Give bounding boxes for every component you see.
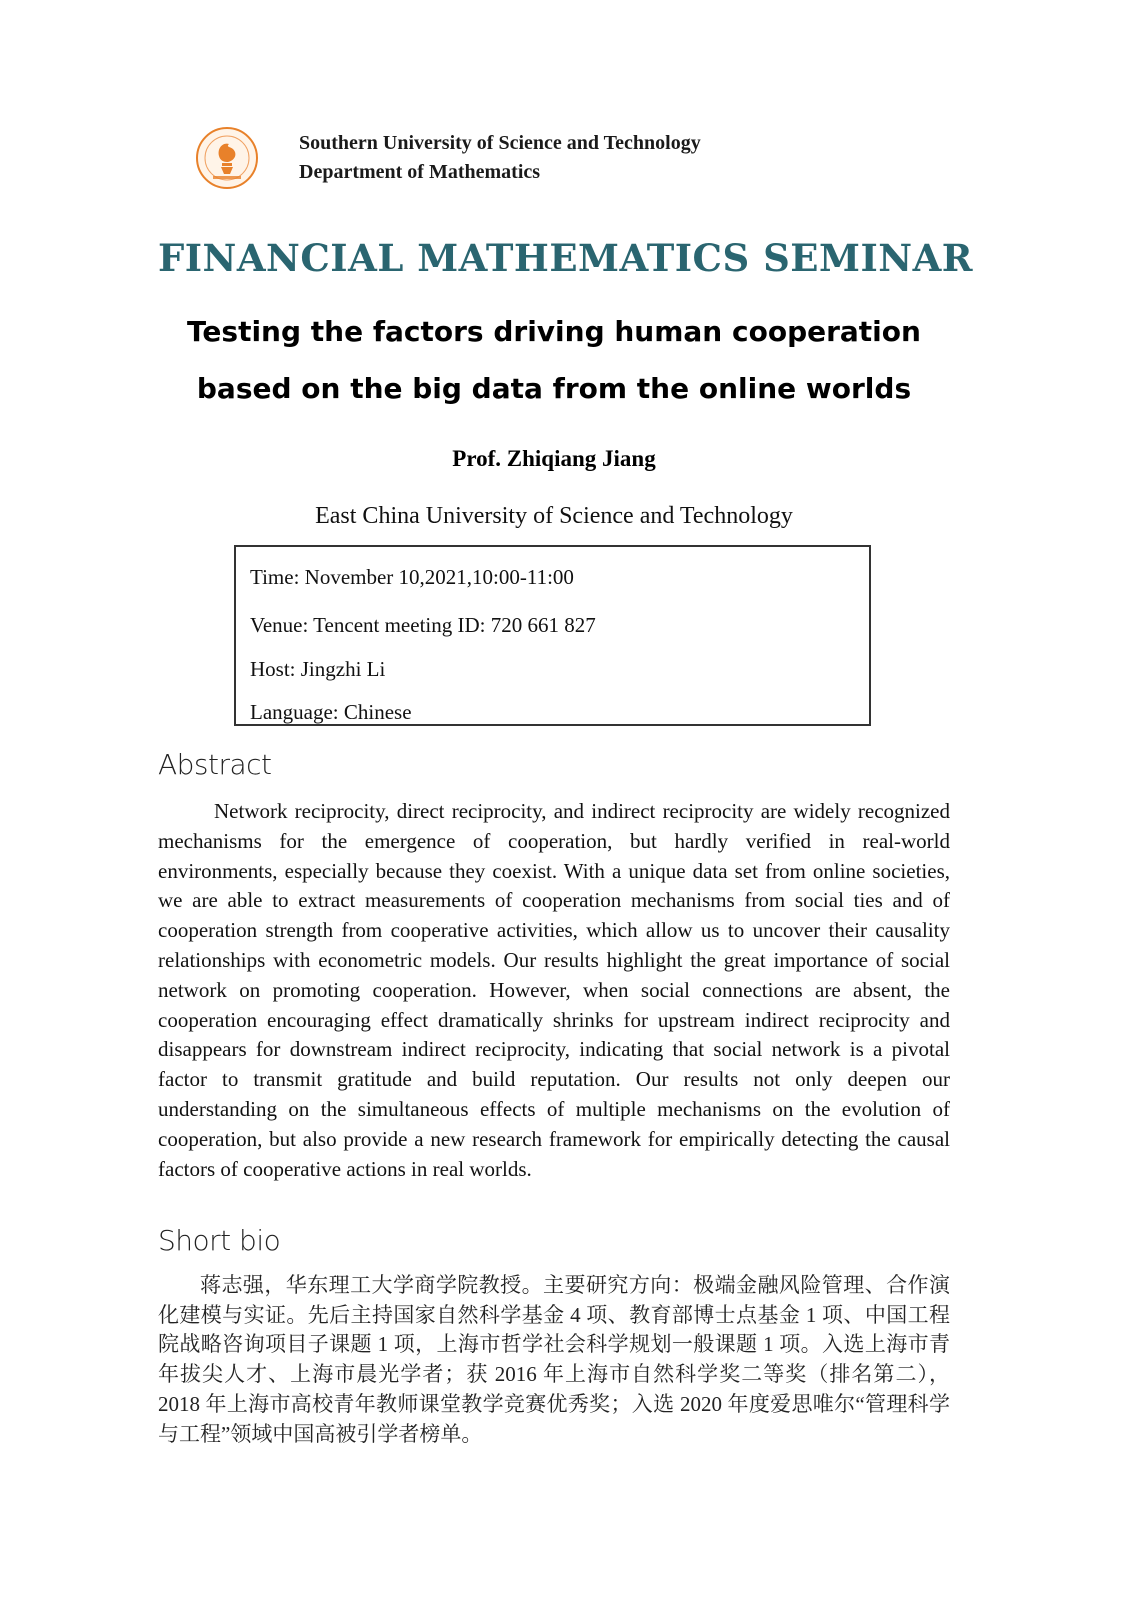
university-name: Southern University of Science and Technology [299, 132, 701, 154]
university-seal-icon [195, 126, 259, 190]
header [195, 125, 701, 191]
speaker-name: Prof. Zhiqiang Jiang [452, 446, 656, 471]
talk-title-line2: based on the big data from the online worlds [196, 372, 912, 405]
talk-title-line1: Testing the factors driving human cooperation [187, 315, 921, 348]
event-language: Language: Chinese [250, 700, 412, 724]
event-venue: Venue: Tencent meeting ID: 720 661 827 [250, 613, 596, 637]
event-host: Host: Jingzhi Li [250, 656, 386, 681]
event-info-box [234, 545, 871, 726]
bio-heading: Short bio [158, 1224, 281, 1257]
event-time: Time: November 10,2021,10:00-11:00 [250, 565, 574, 589]
header-text [299, 129, 701, 187]
department-name: Department of Mathematics [299, 161, 541, 183]
seminar-title: FINANCIAL MATHEMATICS SEMINAR [157, 236, 974, 280]
bio-text: 蒋志强，华东理工大学商学院教授。主要研究方向：极端金融风险管理、合作演化建模与实证。先后主持国家自然科学基金 4 项、教育部博士点基金 1 项、中国工程院战略咨询项目子课题 1 项，上海市哲学社会科学规划一般课题 1 项。入选上海市青年拔尖人才、上海市晨光学者；获 2016 年上海市自然科学奖二等奖（排名第二），2018 年上海市高校青年教师课堂教学竞赛优秀奖；入选 2020 年度爱思唯尔“管理科学与工程”领域中国高被引学者榜单。 [158, 1273, 950, 1446]
abstract-text: Network reciprocity, direct reciprocity, and indirect reciprocity are widely recognized mechanisms for the emergence of cooperation, but hardly verified in real-world environments, especially because they coexist. With a unique data set from online societies, we are able to extract measurements of cooperation mechanisms from social ties and of cooperation strength from cooperative activities, which allow us to uncover their causality relationships with econometric models. Our results highlight the great importance of social network on promoting cooperation. However, when social connections are absent, the cooperation encouraging effect dramatically shrinks for upstream indirect reciprocity and disappears for downstream indirect reciprocity, indicating that social network is a pivotal factor to transmit gratitude and build reputation. Our results not only deepen our understanding on the simultaneous effects of multiple mechanisms on the evolution of cooperation, but also provide a new research framework for empirically detecting the causal factors of cooperative actions in real worlds. [158, 799, 950, 1181]
abstract-heading: Abstract [158, 748, 272, 781]
speaker-affiliation: East China University of Science and Technology [315, 503, 793, 529]
